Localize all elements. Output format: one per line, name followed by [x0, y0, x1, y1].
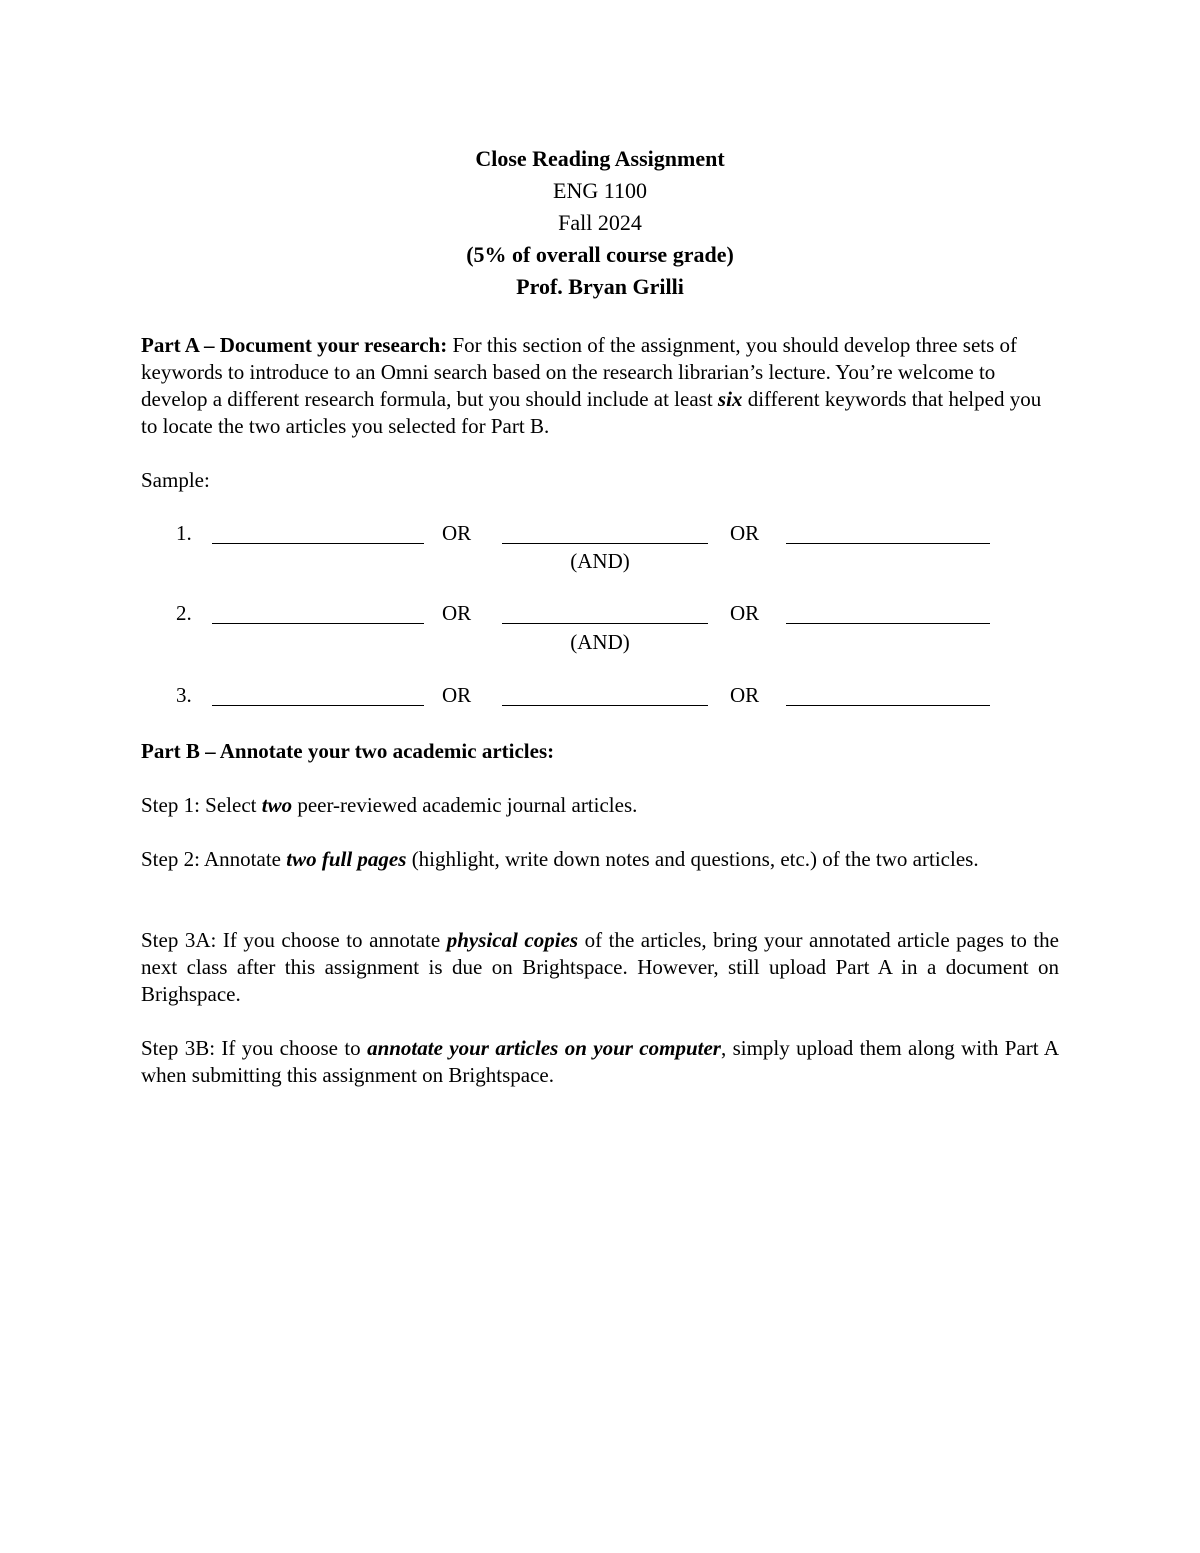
step-1-text-b: peer-reviewed academic journal articles.	[292, 793, 638, 817]
sample-label: Sample:	[141, 468, 210, 492]
step-3a-text-a: Step 3A: If you choose to annotate	[141, 928, 447, 952]
step-2	[141, 846, 1059, 873]
or-label: OR	[442, 601, 472, 625]
row-number: 1.	[176, 521, 192, 545]
part-a-heading: Part A – Document your research:	[141, 333, 448, 357]
grade-weight: (5% of overall course grade)	[466, 242, 734, 267]
keyword-blank	[212, 543, 424, 544]
and-label: (AND)	[570, 549, 630, 573]
part-b-heading	[141, 738, 1059, 765]
step-3b-emphasis: annotate your articles on your computer	[367, 1036, 721, 1060]
course-code: ENG 1100	[553, 178, 647, 203]
step-2-text-a: Step 2: Annotate	[141, 847, 287, 871]
row-number: 3.	[176, 683, 192, 707]
keyword-row	[0, 521, 1200, 551]
or-label: OR	[442, 521, 472, 545]
or-label: OR	[730, 683, 760, 707]
keyword-blank	[786, 543, 990, 544]
keyword-blank	[502, 705, 708, 706]
document-title: Close Reading Assignment	[475, 146, 725, 171]
term: Fall 2024	[558, 210, 642, 235]
keyword-blank	[212, 705, 424, 706]
part-a-emphasis: six	[717, 387, 743, 411]
professor-name: Prof. Bryan Grilli	[516, 274, 684, 299]
and-label: (AND)	[570, 630, 630, 654]
keyword-blank	[786, 623, 990, 624]
or-label: OR	[730, 601, 760, 625]
part-a-text-2: different keywords that helped you to locate the two articles you selected for Part B.	[141, 387, 1042, 438]
row-number: 2.	[176, 601, 192, 625]
step-1-text-a: Step 1: Select	[141, 793, 262, 817]
keyword-blank	[502, 543, 708, 544]
step-3b	[141, 1035, 1059, 1089]
part-a-paragraph	[141, 332, 1059, 440]
step-3b-text-a: Step 3B: If you choose to	[141, 1036, 368, 1060]
step-3a-emphasis: physical copies	[446, 928, 579, 952]
or-label: OR	[730, 521, 760, 545]
keyword-blank	[212, 623, 424, 624]
part-a-text-1: For this section of the assignment, you should develop three sets of keywords to introduce to an Omni search based on the research librarian’s lecture. You’re welcome to develop a different research formula, but you should include at least	[141, 333, 1018, 411]
keyword-row	[0, 601, 1200, 631]
keyword-blank	[786, 705, 990, 706]
keyword-row	[0, 683, 1200, 713]
step-1	[141, 792, 1059, 819]
keyword-blank	[502, 623, 708, 624]
step-2-text-b: (highlight, write down notes and questions, etc.) of the two articles.	[406, 847, 979, 871]
part-b-heading-text: Part B – Annotate your two academic articles:	[141, 739, 555, 763]
step-3a-text-b: of the articles, bring your annotated article pages to the next class after this assignment is due on Brightspace. However, still upload Part A in a document on Brighspace.	[141, 928, 1060, 1006]
document-header	[0, 143, 1200, 303]
step-1-emphasis: two	[261, 793, 293, 817]
step-3a	[141, 927, 1059, 1008]
step-3b-text-b: , simply upload them along with Part A when submitting this assignment on Brightspace.	[141, 1036, 1059, 1087]
step-2-emphasis: two full pages	[286, 847, 407, 871]
or-label: OR	[442, 683, 472, 707]
